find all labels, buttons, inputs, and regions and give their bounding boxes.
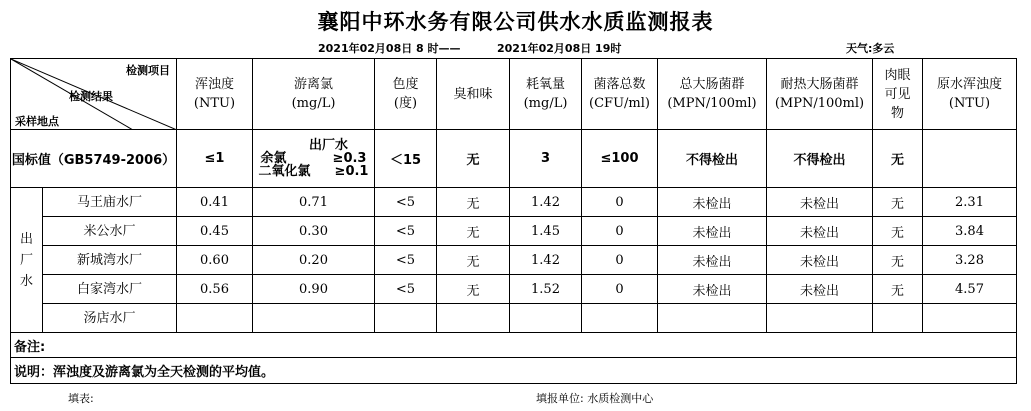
coliform-value: 未检出 [658,217,767,246]
visible-value: 无 [873,275,923,304]
header-chlorine: 游离氯 (mg/L) [253,59,375,130]
coliform-value: 未检出 [658,275,767,304]
thermo-coliform-value: 未检出 [767,217,873,246]
site-name: 新城湾水厂 [43,246,177,275]
odor-value [437,304,510,333]
thermo-coliform-value: 未检出 [767,275,873,304]
colony-value: 0 [582,246,658,275]
raw-turbidity-value [923,304,1017,333]
header-item-label: 检测项目 [126,64,170,77]
thermo-coliform-value: 未检出 [767,188,873,217]
chlorine-value [253,304,375,333]
raw-turbidity-value: 4.57 [923,275,1017,304]
odor-value: 无 [437,246,510,275]
weather: 天气:多云 [846,42,895,55]
color-value: <5 [375,217,437,246]
standard-odor: 无 [437,130,510,188]
coliform-value [658,304,767,333]
table-row [11,246,1017,275]
header-coliform: 总大肠菌群 (MPN/100ml) [658,59,767,130]
visible-value [873,304,923,333]
colony-value: 0 [582,275,658,304]
standard-turbidity: ≤1 [177,130,253,188]
chlorine-value: 0.71 [253,188,375,217]
table-row [11,275,1017,304]
header-raw-turbidity: 原水浑浊度 (NTU) [923,59,1017,130]
site-name: 汤店水厂 [43,304,177,333]
visible-value: 无 [873,217,923,246]
header-color: 色度 (度) [375,59,437,130]
remarks-label: 备注: [11,333,1017,358]
water-quality-table [10,58,1017,384]
thermo-coliform-value [767,304,873,333]
explanation-text: 说明：浑浊度及游离氯为全天检测的平均值。 [11,358,1017,384]
turbidity-value: 0.45 [177,217,253,246]
header-colony: 菌落总数 (CFU/ml) [582,59,658,130]
header-result-label: 检测结果 [69,90,113,103]
oxygen-value: 1.42 [510,188,582,217]
chlorine-value: 0.30 [253,217,375,246]
standard-raw-turbidity [923,130,1017,188]
color-value: <5 [375,275,437,304]
oxygen-value: 1.52 [510,275,582,304]
table-row [11,304,1017,333]
report-unit: 填报单位: 水质检测中心 [536,392,654,405]
colony-value [582,304,658,333]
table-row [11,188,1017,217]
turbidity-value: 0.41 [177,188,253,217]
raw-turbidity-value: 3.28 [923,246,1017,275]
header-site-label: 采样地点 [15,115,59,128]
explanation-row [11,358,1017,384]
site-name: 米公水厂 [43,217,177,246]
visible-value: 无 [873,246,923,275]
turbidity-value: 0.56 [177,275,253,304]
colony-value: 0 [582,188,658,217]
site-name: 白家湾水厂 [43,275,177,304]
turbidity-value [177,304,253,333]
odor-value: 无 [437,188,510,217]
oxygen-value: 1.45 [510,217,582,246]
group-label: 出 厂 水 [11,188,43,333]
period-end: 2021年02月08日 19时 [497,42,622,55]
standard-oxygen: 3 [510,130,582,188]
header-odor: 臭和味 [437,59,510,130]
coliform-value: 未检出 [658,246,767,275]
table-row [11,217,1017,246]
standard-colony: ≤100 [582,130,658,188]
filler-label: 填表: [68,392,94,405]
standard-visible: 无 [873,130,923,188]
standard-chlorine: 出厂水 余氯 ≥0.3 二氧化氯 ≥0.1 [253,130,375,188]
header-row [11,59,1017,130]
remarks-row [11,333,1017,358]
color-value [375,304,437,333]
oxygen-value: 1.42 [510,246,582,275]
header-diagonal-cell [11,59,177,130]
coliform-value: 未检出 [658,188,767,217]
color-value: <5 [375,246,437,275]
colony-value: 0 [582,217,658,246]
color-value: <5 [375,188,437,217]
standard-color: ＜15 [375,130,437,188]
period-start: 2021年02月08日 8 时—— [318,42,461,55]
header-thermo-coliform: 耐热大肠菌群 (MPN/100ml) [767,59,873,130]
standard-coliform: 不得检出 [658,130,767,188]
thermo-coliform-value: 未检出 [767,246,873,275]
visible-value: 无 [873,188,923,217]
standard-row [11,130,1017,188]
raw-turbidity-value: 2.31 [923,188,1017,217]
odor-value: 无 [437,275,510,304]
report-title: 襄阳中环水务有限公司供水水质监测报表 [317,9,714,34]
turbidity-value: 0.60 [177,246,253,275]
standard-thermo-coliform: 不得检出 [767,130,873,188]
header-oxygen: 耗氧量 (mg/L) [510,59,582,130]
odor-value: 无 [437,217,510,246]
header-visible: 肉眼 可见 物 [873,59,923,130]
standard-label: 国标值（GB5749-2006） [11,130,177,188]
chlorine-value: 0.90 [253,275,375,304]
chlorine-value: 0.20 [253,246,375,275]
oxygen-value [510,304,582,333]
header-turbidity: 浑浊度 (NTU) [177,59,253,130]
raw-turbidity-value: 3.84 [923,217,1017,246]
site-name: 马王庙水厂 [43,188,177,217]
